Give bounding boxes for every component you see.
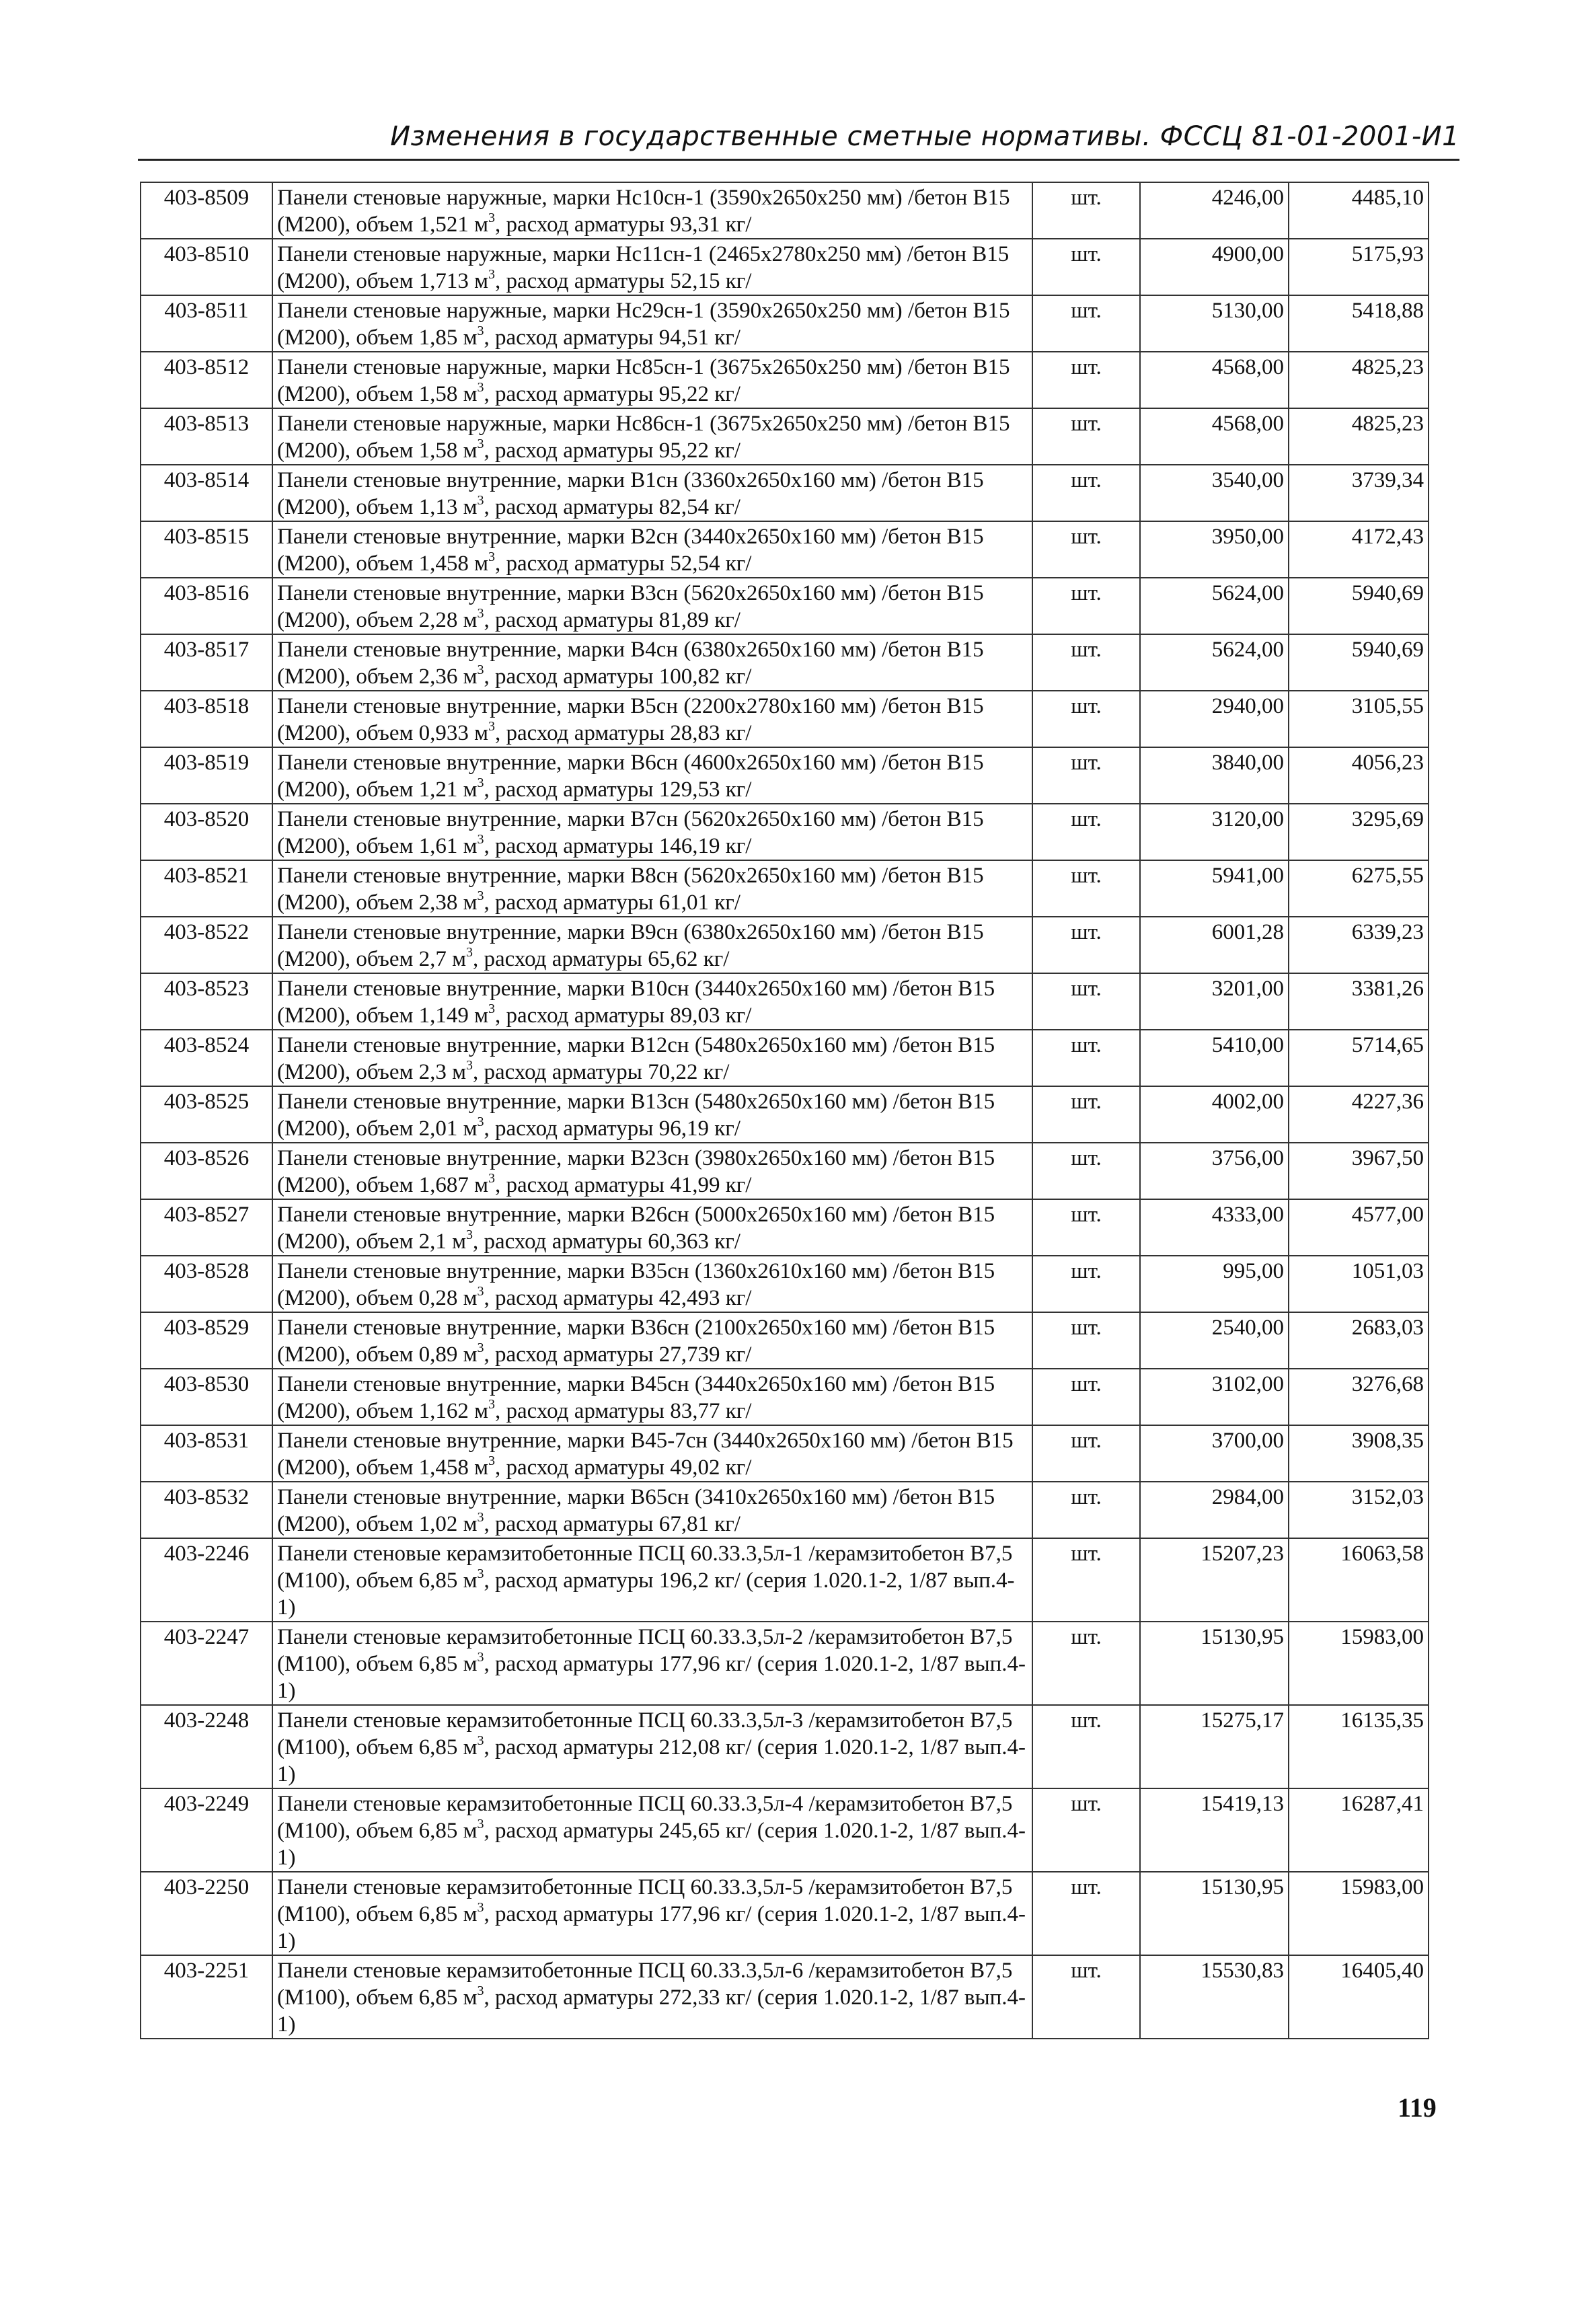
resource-code: 403-8528 (141, 1256, 272, 1312)
description-text: Панели стеновые внутренние, марки В12сн (5480х2650х160 мм) /бетон В15 (М200), объем 2,3 м (277, 1033, 995, 1084)
resource-description (272, 182, 1032, 239)
price-value-2: 3739,34 (1289, 465, 1429, 521)
table-row (141, 352, 1429, 408)
description-text: Панели стеновые внутренние, марки В8сн (5620х2650х160 мм) /бетон В15 (М200), объем 2,38 м (277, 864, 984, 915)
description-text: Панели стеновые керамзитобетонные ПСЦ 60.33.3,5л-4 /керамзитобетон В7,5 (М100), объем 6,85 м (277, 1792, 1013, 1843)
price-value-1: 2984,00 (1140, 1482, 1289, 1538)
description-text-tail: , расход арматуры 49,02 кг/ (495, 1455, 752, 1480)
resource-description (272, 1143, 1032, 1199)
resource-description (272, 1030, 1032, 1086)
description-text-tail: , расход арматуры 95,22 кг/ (484, 439, 740, 463)
resource-description (272, 1199, 1032, 1256)
unit-of-measure: шт. (1032, 1256, 1140, 1312)
table-row (141, 860, 1429, 917)
description-text: Панели стеновые внутренние, марки В2сн (3440х2650х160 мм) /бетон В15 (М200), объем 1,458 м (277, 525, 984, 576)
description-text: Панели стеновые внутренние, марки В35сн (1360х2610х160 мм) /бетон В15 (М200), объем 0,28 м (277, 1259, 995, 1310)
description-text-tail: , расход арматуры 177,96 кг/ (серия 1.020.1-2, 1/87 вып.4-1) (277, 1902, 1026, 1953)
price-value-1: 4568,00 (1140, 408, 1289, 465)
description-text: Панели стеновые керамзитобетонные ПСЦ 60.33.3,5л-6 /керамзитобетон В7,5 (М100), объем 6,85 м (277, 1959, 1013, 2010)
unit-of-measure: шт. (1032, 917, 1140, 973)
description-text: Панели стеновые наружные, марки Нс10сн-1 (3590х2650х250 мм) /бетон В15 (М200), объем 1,521 м (277, 186, 1010, 237)
description-text-tail: , расход арматуры 93,31 кг/ (495, 213, 752, 237)
price-value-2: 4227,36 (1289, 1086, 1429, 1143)
resource-description (272, 973, 1032, 1030)
table-row (141, 973, 1429, 1030)
cubic-superscript: 3 (477, 1510, 484, 1525)
description-text: Панели стеновые внутренние, марки В5сн (2200х2780х160 мм) /бетон В15 (М200), объем 0,933 м (277, 694, 984, 745)
unit-of-measure: шт. (1032, 1788, 1140, 1872)
price-value-2: 15983,00 (1289, 1622, 1429, 1705)
table-row (141, 1955, 1429, 2039)
price-value-2: 5940,69 (1289, 634, 1429, 691)
resource-description (272, 1705, 1032, 1788)
unit-of-measure: шт. (1032, 1199, 1140, 1256)
price-value-2: 4825,23 (1289, 408, 1429, 465)
resource-code: 403-8530 (141, 1369, 272, 1425)
resource-code: 403-8510 (141, 239, 272, 295)
cubic-superscript: 3 (477, 493, 484, 508)
resource-code: 403-8524 (141, 1030, 272, 1086)
description-text-tail: , расход арматуры 52,15 кг/ (495, 269, 752, 293)
resource-code: 403-8516 (141, 578, 272, 634)
description-text-tail: , расход арматуры 81,89 кг/ (484, 608, 740, 632)
description-text: Панели стеновые внутренние, марки В3сн (5620х2650х160 мм) /бетон В15 (М200), объем 2,28 м (277, 581, 984, 632)
resource-description (272, 239, 1032, 295)
price-value-2: 16405,40 (1289, 1955, 1429, 2039)
price-value-1: 15275,17 (1140, 1705, 1289, 1788)
table-row (141, 521, 1429, 578)
resource-code: 403-8519 (141, 747, 272, 804)
price-value-1: 995,00 (1140, 1256, 1289, 1312)
unit-of-measure: шт. (1032, 1482, 1140, 1538)
cubic-superscript: 3 (488, 1453, 496, 1468)
price-value-2: 4825,23 (1289, 352, 1429, 408)
table-row (141, 691, 1429, 747)
resource-code: 403-2248 (141, 1705, 272, 1788)
description-text: Панели стеновые внутренние, марки В23сн (3980х2650х160 мм) /бетон В15 (М200), объем 1,687 м (277, 1146, 995, 1197)
price-value-1: 2940,00 (1140, 691, 1289, 747)
cubic-superscript: 3 (488, 719, 496, 734)
price-value-1: 5624,00 (1140, 578, 1289, 634)
table-row (141, 1788, 1429, 1872)
price-value-2: 3908,35 (1289, 1425, 1429, 1482)
resource-description (272, 1086, 1032, 1143)
unit-of-measure: шт. (1032, 295, 1140, 352)
unit-of-measure: шт. (1032, 408, 1140, 465)
price-value-1: 3120,00 (1140, 804, 1289, 860)
table-row (141, 182, 1429, 239)
description-text-tail: , расход арматуры 65,62 кг/ (473, 947, 730, 971)
price-value-2: 3381,26 (1289, 973, 1429, 1030)
cubic-superscript: 3 (477, 1114, 484, 1129)
unit-of-measure: шт. (1032, 182, 1140, 239)
resource-code: 403-2250 (141, 1872, 272, 1955)
resource-code: 403-8529 (141, 1312, 272, 1369)
description-text: Панели стеновые наружные, марки Нс11сн-1 (2465х2780х250 мм) /бетон В15 (М200), объем 1,713 м (277, 242, 1010, 293)
cubic-superscript: 3 (488, 550, 496, 564)
price-value-2: 5418,88 (1289, 295, 1429, 352)
resource-description (272, 521, 1032, 578)
table-row (141, 295, 1429, 352)
table-row (141, 1872, 1429, 1955)
description-text-tail: , расход арматуры 96,19 кг/ (484, 1116, 740, 1141)
unit-of-measure: шт. (1032, 804, 1140, 860)
description-text: Панели стеновые наружные, марки Нс85сн-1 (3675х2650х250 мм) /бетон В15 (М200), объем 1,58 м (277, 355, 1010, 406)
price-value-1: 15530,83 (1140, 1955, 1289, 2039)
price-value-1: 15130,95 (1140, 1872, 1289, 1955)
resource-code: 403-2247 (141, 1622, 272, 1705)
description-text-tail: , расход арматуры 82,54 кг/ (484, 495, 740, 519)
description-text: Панели стеновые внутренние, марки В6сн (4600х2650х160 мм) /бетон В15 (М200), объем 1,21 м (277, 751, 984, 802)
resource-description (272, 1256, 1032, 1312)
resource-code: 403-2246 (141, 1538, 272, 1622)
description-text-tail: , расход арматуры 27,739 кг/ (484, 1342, 752, 1367)
cubic-superscript: 3 (488, 1001, 496, 1016)
resource-description (272, 634, 1032, 691)
price-value-1: 4333,00 (1140, 1199, 1289, 1256)
unit-of-measure: шт. (1032, 1872, 1140, 1955)
unit-of-measure: шт. (1032, 521, 1140, 578)
table-row (141, 239, 1429, 295)
price-value-1: 15419,13 (1140, 1788, 1289, 1872)
description-text-tail: , расход арматуры 196,2 кг/ (серия 1.020.1-2, 1/87 вып.4-1) (277, 1568, 1015, 1620)
table-row (141, 408, 1429, 465)
table-row (141, 1538, 1429, 1622)
header-title: Изменения в государственные сметные нормативы. ФССЦ 81-01-2001-И1 (390, 121, 1459, 152)
resource-code: 403-8514 (141, 465, 272, 521)
resource-description (272, 465, 1032, 521)
table-row (141, 1256, 1429, 1312)
price-value-2: 3967,50 (1289, 1143, 1429, 1199)
price-value-1: 3102,00 (1140, 1369, 1289, 1425)
price-value-2: 5175,93 (1289, 239, 1429, 295)
resource-code: 403-8511 (141, 295, 272, 352)
price-value-2: 5940,69 (1289, 578, 1429, 634)
description-text: Панели стеновые внутренние, марки В7сн (5620х2650х160 мм) /бетон В15 (М200), объем 1,61 м (277, 807, 984, 858)
description-text-tail: , расход арматуры 212,08 кг/ (серия 1.020.1-2, 1/87 вып.4-1) (277, 1735, 1026, 1786)
table-row (141, 804, 1429, 860)
table-row (141, 465, 1429, 521)
cubic-superscript: 3 (466, 945, 473, 960)
price-value-1: 3700,00 (1140, 1425, 1289, 1482)
price-value-1: 3540,00 (1140, 465, 1289, 521)
unit-of-measure: шт. (1032, 973, 1140, 1030)
resource-description (272, 1872, 1032, 1955)
description-text-tail: , расход арматуры 52,54 кг/ (495, 552, 752, 576)
price-value-2: 3295,69 (1289, 804, 1429, 860)
unit-of-measure: шт. (1032, 239, 1140, 295)
price-value-2: 4056,23 (1289, 747, 1429, 804)
unit-of-measure: шт. (1032, 465, 1140, 521)
resource-code: 403-8532 (141, 1482, 272, 1538)
unit-of-measure: шт. (1032, 1369, 1140, 1425)
resource-code: 403-8523 (141, 973, 272, 1030)
price-value-1: 5941,00 (1140, 860, 1289, 917)
description-text: Панели стеновые внутренние, марки В13сн (5480х2650х160 мм) /бетон В15 (М200), объем 2,01 м (277, 1090, 995, 1141)
cubic-superscript: 3 (477, 324, 484, 338)
resource-code: 403-8531 (141, 1425, 272, 1482)
resource-description (272, 352, 1032, 408)
resource-description (272, 1788, 1032, 1872)
resource-code: 403-8512 (141, 352, 272, 408)
unit-of-measure: шт. (1032, 1143, 1140, 1199)
cubic-superscript: 3 (477, 606, 484, 621)
resource-code: 403-8518 (141, 691, 272, 747)
description-text-tail: , расход арматуры 177,96 кг/ (серия 1.020.1-2, 1/87 вып.4-1) (277, 1652, 1026, 1703)
description-text: Панели стеновые внутренние, марки В10сн (3440х2650х160 мм) /бетон В15 (М200), объем 1,149 м (277, 977, 995, 1028)
price-value-1: 3201,00 (1140, 973, 1289, 1030)
description-text-tail: , расход арматуры 245,65 кг/ (серия 1.020.1-2, 1/87 вып.4-1) (277, 1819, 1026, 1870)
table-row (141, 634, 1429, 691)
cubic-superscript: 3 (488, 211, 496, 225)
resource-code: 403-8520 (141, 804, 272, 860)
price-value-2: 2683,03 (1289, 1312, 1429, 1369)
description-text-tail: , расход арматуры 272,33 кг/ (серия 1.020.1-2, 1/87 вып.4-1) (277, 1985, 1026, 2037)
table-row (141, 747, 1429, 804)
resource-code: 403-8525 (141, 1086, 272, 1143)
resource-description (272, 1369, 1032, 1425)
description-text-tail: , расход арматуры 100,82 кг/ (484, 665, 752, 689)
table-row (141, 1086, 1429, 1143)
table-row (141, 1030, 1429, 1086)
table-row (141, 1199, 1429, 1256)
description-text-tail: , расход арматуры 28,83 кг/ (495, 721, 752, 745)
description-text: Панели стеновые внутренние, марки В45-7сн (3440х2650х160 мм) /бетон В15 (М200), объем 1,458 м (277, 1429, 1014, 1480)
cubic-superscript: 3 (477, 437, 484, 451)
resource-code: 403-8513 (141, 408, 272, 465)
price-value-1: 5624,00 (1140, 634, 1289, 691)
description-text-tail: , расход арматуры 42,493 кг/ (484, 1286, 752, 1310)
resource-description (272, 1482, 1032, 1538)
resource-description (272, 1538, 1032, 1622)
unit-of-measure: шт. (1032, 634, 1140, 691)
page-number: 119 (1398, 2092, 1437, 2123)
price-value-2: 4172,43 (1289, 521, 1429, 578)
unit-of-measure: шт. (1032, 352, 1140, 408)
unit-of-measure: шт. (1032, 1086, 1140, 1143)
resource-description (272, 860, 1032, 917)
cubic-superscript: 3 (477, 775, 484, 790)
price-value-2: 5714,65 (1289, 1030, 1429, 1086)
description-text-tail: , расход арматуры 60,363 кг/ (473, 1229, 740, 1254)
resource-code: 403-8526 (141, 1143, 272, 1199)
price-value-2: 16063,58 (1289, 1538, 1429, 1622)
description-text-tail: , расход арматуры 70,22 кг/ (473, 1060, 730, 1084)
description-text: Панели стеновые керамзитобетонные ПСЦ 60.33.3,5л-2 /керамзитобетон В7,5 (М100), объем 6,85 м (277, 1625, 1013, 1676)
description-text-tail: , расход арматуры 94,51 кг/ (484, 326, 740, 350)
description-text: Панели стеновые внутренние, марки В26сн (5000х2650х160 мм) /бетон В15 (М200), объем 2,1 м (277, 1203, 995, 1254)
resource-description (272, 917, 1032, 973)
table-row (141, 1705, 1429, 1788)
description-text: Панели стеновые керамзитобетонные ПСЦ 60.33.3,5л-5 /керамзитобетон В7,5 (М100), объем 6,85 м (277, 1875, 1013, 1926)
description-text-tail: , расход арматуры 129,53 кг/ (484, 778, 752, 802)
description-text: Панели стеновые внутренние, марки В65сн (3410х2650х160 мм) /бетон В15 (М200), объем 1,02 м (277, 1485, 995, 1536)
cubic-superscript: 3 (488, 267, 496, 282)
table-row (141, 1312, 1429, 1369)
price-value-2: 16135,35 (1289, 1705, 1429, 1788)
price-value-2: 15983,00 (1289, 1872, 1429, 1955)
cubic-superscript: 3 (466, 1058, 473, 1073)
price-value-1: 2540,00 (1140, 1312, 1289, 1369)
running-header (138, 118, 1459, 161)
price-value-2: 4485,10 (1289, 182, 1429, 239)
resource-description (272, 578, 1032, 634)
price-value-2: 4577,00 (1289, 1199, 1429, 1256)
unit-of-measure: шт. (1032, 860, 1140, 917)
table-row (141, 917, 1429, 973)
resource-code: 403-2251 (141, 1955, 272, 2039)
resource-code: 403-8509 (141, 182, 272, 239)
cubic-superscript: 3 (477, 832, 484, 847)
resource-code: 403-8521 (141, 860, 272, 917)
price-value-1: 4568,00 (1140, 352, 1289, 408)
cubic-superscript: 3 (488, 1171, 496, 1186)
unit-of-measure: шт. (1032, 747, 1140, 804)
price-value-2: 3152,03 (1289, 1482, 1429, 1538)
unit-of-measure: шт. (1032, 1538, 1140, 1622)
description-text-tail: , расход арматуры 41,99 кг/ (495, 1173, 752, 1197)
resource-description (272, 1622, 1032, 1705)
table-row (141, 1622, 1429, 1705)
cubic-superscript: 3 (477, 1566, 484, 1581)
resource-description (272, 804, 1032, 860)
price-value-1: 3840,00 (1140, 747, 1289, 804)
price-value-1: 4900,00 (1140, 239, 1289, 295)
description-text: Панели стеновые внутренние, марки В4сн (6380х2650х160 мм) /бетон В15 (М200), объем 2,36 м (277, 638, 984, 689)
resource-description (272, 408, 1032, 465)
price-value-1: 3950,00 (1140, 521, 1289, 578)
unit-of-measure: шт. (1032, 1705, 1140, 1788)
cubic-superscript: 3 (477, 1650, 484, 1665)
price-value-1: 3756,00 (1140, 1143, 1289, 1199)
cubic-superscript: 3 (477, 1733, 484, 1748)
resource-description (272, 295, 1032, 352)
description-text: Панели стеновые керамзитобетонные ПСЦ 60.33.3,5л-3 /керамзитобетон В7,5 (М100), объем 6,85 м (277, 1708, 1013, 1759)
price-value-2: 3105,55 (1289, 691, 1429, 747)
price-value-1: 4246,00 (1140, 182, 1289, 239)
resource-code: 403-8527 (141, 1199, 272, 1256)
cubic-superscript: 3 (477, 380, 484, 395)
cubic-superscript: 3 (477, 1983, 484, 1998)
price-value-1: 4002,00 (1140, 1086, 1289, 1143)
price-table-body (141, 182, 1429, 2039)
price-value-2: 16287,41 (1289, 1788, 1429, 1872)
price-table (140, 182, 1429, 2039)
price-value-1: 15207,23 (1140, 1538, 1289, 1622)
resource-description (272, 1955, 1032, 2039)
unit-of-measure: шт. (1032, 1425, 1140, 1482)
price-value-2: 6275,55 (1289, 860, 1429, 917)
unit-of-measure: шт. (1032, 1030, 1140, 1086)
table-row (141, 578, 1429, 634)
resource-description (272, 1425, 1032, 1482)
resource-description (272, 691, 1032, 747)
price-value-1: 5130,00 (1140, 295, 1289, 352)
description-text: Панели стеновые внутренние, марки В1сн (3360х2650х160 мм) /бетон В15 (М200), объем 1,13 м (277, 468, 984, 519)
description-text-tail: , расход арматуры 95,22 кг/ (484, 382, 740, 406)
cubic-superscript: 3 (477, 663, 484, 677)
unit-of-measure: шт. (1032, 691, 1140, 747)
unit-of-measure: шт. (1032, 1955, 1140, 2039)
table-row (141, 1425, 1429, 1482)
resource-code: 403-8515 (141, 521, 272, 578)
price-value-1: 6001,28 (1140, 917, 1289, 973)
cubic-superscript: 3 (477, 888, 484, 903)
description-text: Панели стеновые внутренние, марки В36сн (2100х2650х160 мм) /бетон В15 (М200), объем 0,89 м (277, 1316, 995, 1367)
cubic-superscript: 3 (488, 1397, 496, 1412)
unit-of-measure: шт. (1032, 1622, 1140, 1705)
resource-code: 403-2249 (141, 1788, 272, 1872)
description-text-tail: , расход арматуры 61,01 кг/ (484, 891, 740, 915)
price-value-1: 15130,95 (1140, 1622, 1289, 1705)
price-value-2: 1051,03 (1289, 1256, 1429, 1312)
description-text-tail: , расход арматуры 146,19 кг/ (484, 834, 752, 858)
table-row (141, 1369, 1429, 1425)
description-text-tail: , расход арматуры 67,81 кг/ (484, 1512, 740, 1536)
cubic-superscript: 3 (477, 1817, 484, 1831)
table-row (141, 1143, 1429, 1199)
cubic-superscript: 3 (466, 1227, 473, 1242)
price-value-2: 6339,23 (1289, 917, 1429, 973)
resource-description (272, 747, 1032, 804)
description-text: Панели стеновые керамзитобетонные ПСЦ 60.33.3,5л-1 /керамзитобетон В7,5 (М100), объем 6,85 м (277, 1542, 1013, 1593)
cubic-superscript: 3 (477, 1340, 484, 1355)
description-text: Панели стеновые внутренние, марки В9сн (6380х2650х160 мм) /бетон В15 (М200), объем 2,7 м (277, 920, 984, 971)
description-text-tail: , расход арматуры 89,03 кг/ (495, 1004, 752, 1028)
resource-description (272, 1312, 1032, 1369)
cubic-superscript: 3 (477, 1284, 484, 1299)
unit-of-measure: шт. (1032, 578, 1140, 634)
cubic-superscript: 3 (477, 1900, 484, 1915)
unit-of-measure: шт. (1032, 1312, 1140, 1369)
description-text: Панели стеновые наружные, марки Нс29сн-1 (3590х2650х250 мм) /бетон В15 (М200), объем 1,85 м (277, 299, 1010, 350)
description-text-tail: , расход арматуры 83,77 кг/ (495, 1399, 752, 1423)
table-row (141, 1482, 1429, 1538)
resource-code: 403-8517 (141, 634, 272, 691)
price-value-1: 5410,00 (1140, 1030, 1289, 1086)
description-text: Панели стеновые наружные, марки Нс86сн-1 (3675х2650х250 мм) /бетон В15 (М200), объем 1,58 м (277, 412, 1010, 463)
price-value-2: 3276,68 (1289, 1369, 1429, 1425)
resource-code: 403-8522 (141, 917, 272, 973)
description-text: Панели стеновые внутренние, марки В45сн (3440х2650х160 мм) /бетон В15 (М200), объем 1,162 м (277, 1372, 995, 1423)
